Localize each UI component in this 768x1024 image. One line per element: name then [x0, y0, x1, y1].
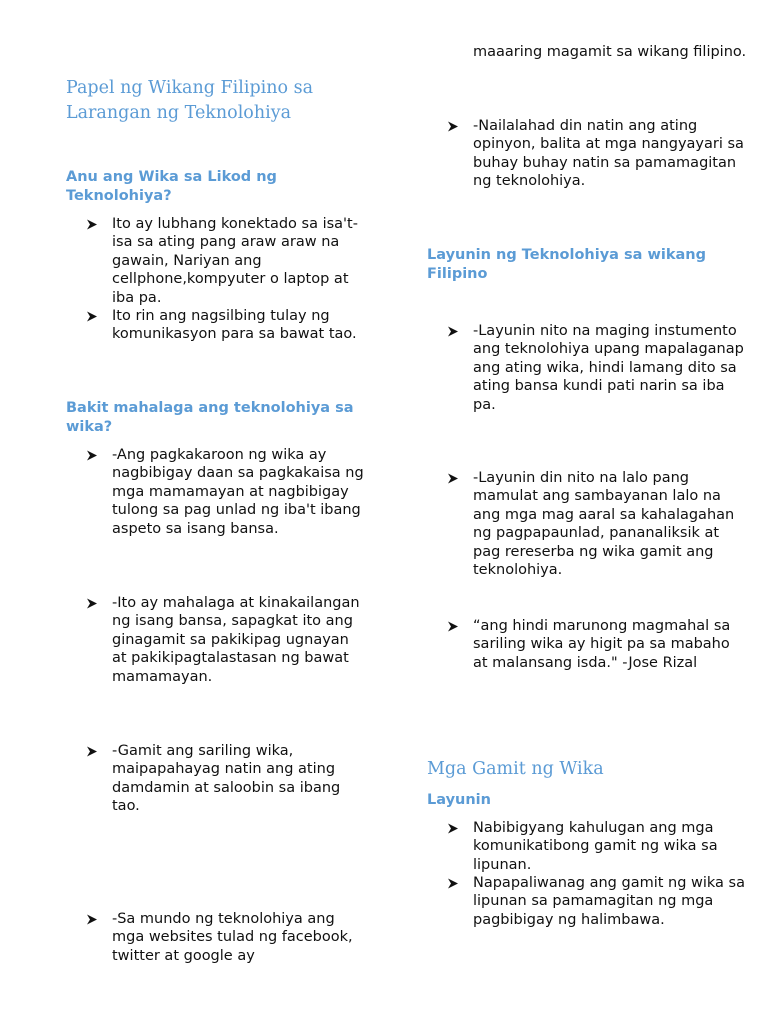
heading-anu-ang-wika: Anu ang Wika sa Likod ng Teknolohiya? — [66, 169, 277, 204]
arrowhead-bullet-icon — [447, 617, 461, 635]
list-item-text: -Sa mundo ng teknolohiya ang mga websites tulad ng facebook, twitter at google ay — [112, 911, 353, 964]
list-item — [66, 910, 366, 965]
page-title: Papel ng Wikang Filipino sa Larangan ng Teknolohiya — [66, 78, 314, 123]
section-heading-layunin-teknolohiya — [427, 246, 747, 283]
list-item-text: -Ito ay mahalaga at kinakailangan ng isang bansa, sapagkat ito ang ginagamit sa pakikipag ugnayan at pakikipagtalastasan ng bawat mamamayan. — [112, 595, 360, 685]
arrowhead-bullet-icon — [86, 910, 100, 928]
arrowhead-bullet-icon — [86, 594, 100, 612]
arrowhead-bullet-icon — [447, 469, 461, 487]
list-item — [427, 874, 747, 929]
list-item-text: -Nailalahad din natin ang ating opinyon, balita at mga nangyayari sa buhay buhay natin sa pamamagitan ng teknolohiya. — [473, 118, 744, 190]
document-title — [66, 76, 366, 126]
arrowhead-bullet-icon — [86, 446, 100, 464]
heading-bakit-mahalaga: Bakit mahalaga ang teknolohiya sa wika? — [66, 400, 354, 435]
section-heading-mahalaga — [66, 399, 366, 436]
list-item-text: -Layunin din nito na lalo pang mamulat ang sambayanan lalo na ang mga mag aaral sa kahalagahan ng pagpapaunlad, pananaliksik at pag rereserba ng wika gamit ang teknolohiya. — [473, 470, 735, 579]
arrowhead-bullet-icon — [447, 322, 461, 340]
list-item — [427, 819, 747, 874]
heading-mga-gamit-ng-wika: Mga Gamit ng Wika — [427, 759, 604, 779]
list-item — [427, 117, 747, 191]
list-item-text: Napapaliwanag ang gamit ng wika sa lipunan sa pamamagitan ng mga pagbibigay ng halimbawa. — [473, 875, 745, 928]
list-item-continuation: maaaring magamit sa wikang filipino. — [473, 44, 747, 60]
list-item-text: Ito rin ang nagsilbing tulay ng komunikasyon para sa bawat tao. — [112, 308, 357, 343]
section-heading-wika — [66, 168, 366, 205]
list-item-text: -Ang pagkakaroon ng wika ay nagbibigay daan sa pagkakaisa ng mga mamamayan at nagbibigay tulong sa pag unlad ng iba't ibang aspeto sa isang bansa. — [112, 447, 364, 537]
heading-layunin-ng-teknolohiya: Layunin ng Teknolohiya sa wikang Filipino — [427, 247, 706, 282]
list-item — [427, 322, 747, 414]
list-item-text: “ang hindi marunong magmahal sa sariling wika ay higit pa sa mabaho at malansang isda." -Jose Rizal — [473, 618, 731, 671]
list-item — [66, 215, 366, 307]
arrowhead-bullet-icon — [447, 819, 461, 837]
list-item — [66, 446, 366, 538]
arrowhead-bullet-icon — [447, 874, 461, 892]
heading-layunin: Layunin — [427, 792, 491, 808]
list-item — [66, 307, 366, 344]
list-item — [66, 742, 366, 816]
list-item-text: Nabibigyang kahulugan ang mga komunikatibong gamit ng wika sa lipunan. — [473, 820, 718, 873]
list-item-text: Ito ay lubhang konektado sa isa't-isa sa ating pang araw araw na gawain, Nariyan ang cellphone,kompyuter o laptop at iba pa. — [112, 216, 358, 306]
list-item — [427, 469, 747, 579]
list-item-text: -Gamit ang sariling wika, maipapahayag natin ang ating damdamin at saloobin sa ibang tao. — [112, 743, 341, 815]
list-item-text: -Layunin nito na maging instumento ang teknolohiya upang mapalaganap ang ating wika, hindi lamang dito sa ating bansa kundi pati narin sa iba pa. — [473, 323, 744, 413]
arrowhead-bullet-icon — [86, 307, 100, 325]
arrowhead-bullet-icon — [86, 742, 100, 760]
arrowhead-bullet-icon — [86, 215, 100, 233]
arrowhead-bullet-icon — [447, 117, 461, 135]
section-heading-layunin — [427, 791, 747, 810]
section-title-gamit — [427, 757, 747, 782]
list-item — [427, 617, 747, 672]
list-item — [66, 594, 366, 686]
